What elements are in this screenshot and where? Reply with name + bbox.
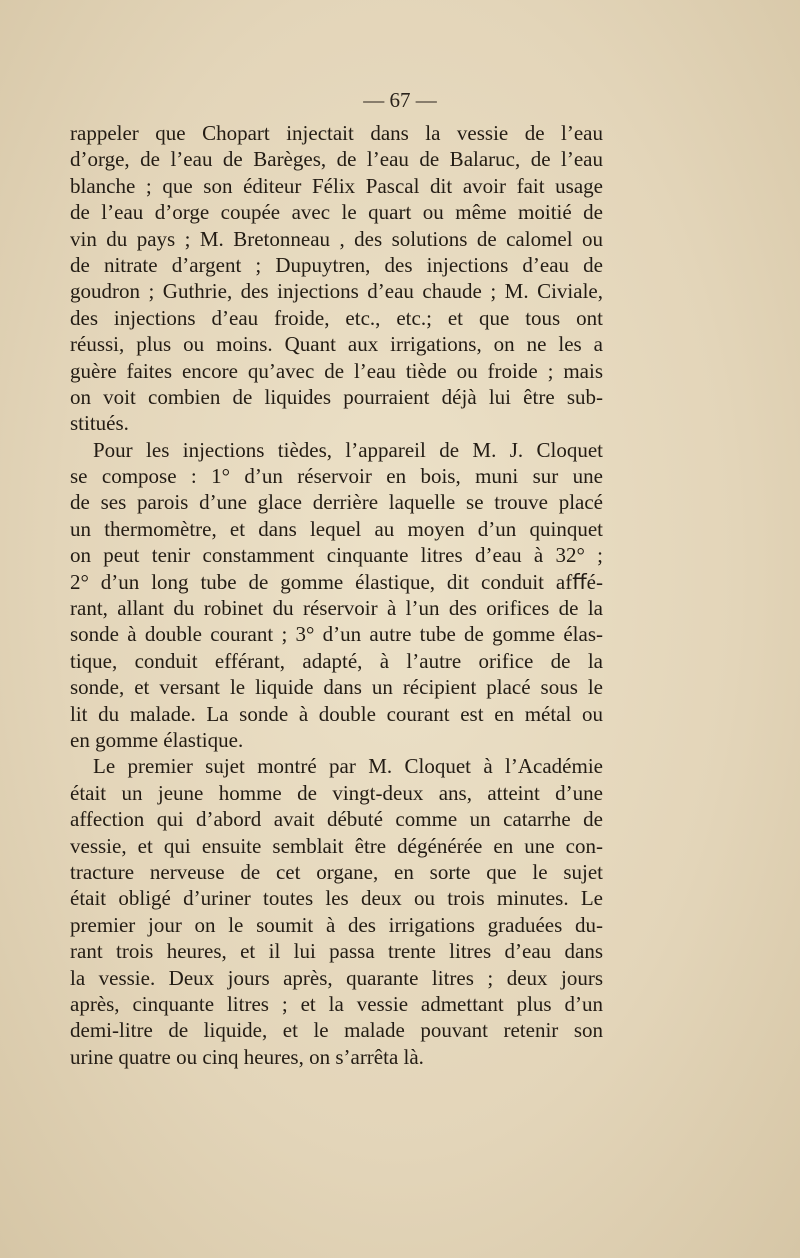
text-line: était un jeune homme de vingt-deux ans, atteint d’une xyxy=(70,780,603,805)
text-line: vessie, et qui ensuite semblait être dégénérée en une con- xyxy=(70,833,603,858)
text-line: guère faites encore qu’avec de l’eau tiède ou froide ; mais xyxy=(70,358,603,383)
text-line: goudron ; Guthrie, des injections d’eau chaude ; M. Civiale, xyxy=(70,279,603,304)
text-line: en gomme élastique. xyxy=(70,727,244,752)
text-line: blanche ; que son éditeur Félix Pascal dit avoir fait usage xyxy=(70,173,603,198)
text-line: vin du pays ; M. Bretonneau , des solutions de calomel ou xyxy=(70,226,603,251)
text-line: lit du malade. La sonde à double courant est en métal ou xyxy=(70,701,603,726)
text-line: tracture nerveuse de cet organe, en sorte que le sujet xyxy=(70,859,603,884)
text-line: se compose : 1° d’un réservoir en bois, muni sur une xyxy=(70,464,603,489)
text-line: des injections d’eau froide, etc., etc.; et que tous ont xyxy=(70,305,603,330)
text-line: rant, allant du robinet du réservoir à l’un des orifices de la xyxy=(70,596,603,621)
text-line: d’orge, de l’eau de Barèges, de l’eau de Balaruc, de l’eau xyxy=(70,147,603,172)
text-line: de l’eau d’orge coupée avec le quart ou même moitié de xyxy=(70,200,603,225)
text-line: on peut tenir constamment cinquante litres d’eau à 32° ; xyxy=(70,543,603,568)
text-line: on voit combien de liquides pourraient déjà lui être sub- xyxy=(70,384,603,409)
text-line: rappeler que Chopart injectait dans la vessie de l’eau xyxy=(70,121,603,145)
text-line: Le premier sujet montré par M. Cloquet à l’Académie xyxy=(93,754,603,779)
text-line: la vessie. Deux jours après, quarante litres ; deux jours xyxy=(70,965,603,990)
text-line: premier jour on le soumit à des irrigations graduées du- xyxy=(70,912,603,937)
text-line: rant trois heures, et il lui passa trente litres d’eau dans xyxy=(70,939,603,964)
text-line: de nitrate d’argent ; Dupuytren, des injections d’eau de xyxy=(70,252,603,277)
paragraph xyxy=(70,753,603,1070)
text-line: de ses parois d’une glace derrière laquelle se trouve placé xyxy=(70,490,603,515)
page-number: — 67 — xyxy=(363,88,437,112)
text-line: affection qui d’abord avait débuté comme un catarrhe de xyxy=(70,807,603,832)
text-line: urine quatre ou cinq heures, on s’arrêta là. xyxy=(70,1044,424,1069)
text-line: sonde, et versant le liquide dans un récipient placé sous le xyxy=(70,675,603,700)
text-line: réussi, plus ou moins. Quant aux irrigations, on ne les a xyxy=(70,332,603,357)
text-line: un thermomètre, et dans lequel au moyen d’un quinquet xyxy=(70,516,603,541)
paragraph xyxy=(70,437,603,754)
text-line: sonde à double courant ; 3° d’un autre tube de gomme élas- xyxy=(70,622,603,647)
text-line: demi-litre de liquide, et le malade pouvant retenir son xyxy=(70,1018,603,1043)
paragraph xyxy=(70,120,603,437)
text-line: stitués. xyxy=(70,411,129,436)
text-line: après, cinquante litres ; et la vessie admettant plus d’un xyxy=(70,991,603,1016)
text-line: était obligé d’uriner toutes les deux ou trois minutes. Le xyxy=(70,886,603,911)
body-text xyxy=(70,120,603,1070)
text-line: tique, conduit efférant, adapté, à l’autre orifice de la xyxy=(70,648,603,673)
text-line: 2° d’un long tube de gomme élastique, dit conduit afﬀé- xyxy=(70,569,603,594)
text-line: Pour les injections tièdes, l’appareil de M. J. Cloquet xyxy=(93,437,603,462)
